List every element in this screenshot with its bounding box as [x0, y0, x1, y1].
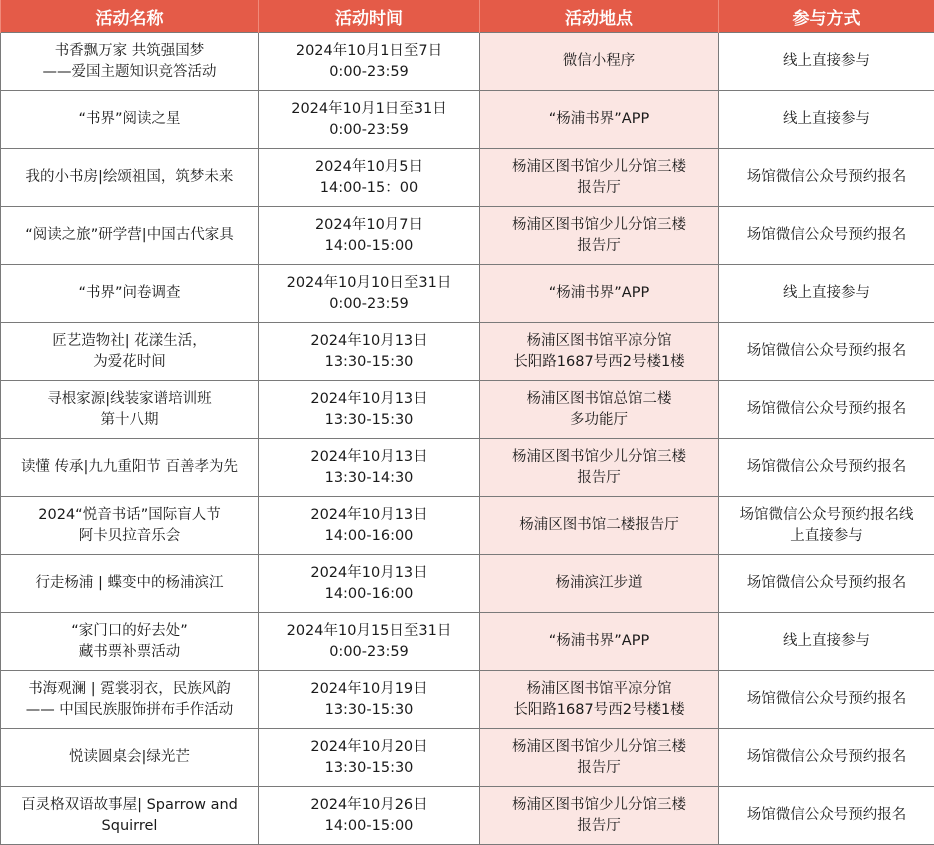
- event-name-cell: 悦读圆桌会|绿光芒: [1, 729, 259, 787]
- table-row: [1, 149, 934, 207]
- header-event-name: 活动名称: [1, 0, 259, 33]
- event-name-cell: 匠艺造物社| 花漾生活， 为爱花时间: [1, 323, 259, 381]
- event-time-cell: 2024年10月13日 13:30-15:30: [259, 381, 480, 439]
- participation-cell: 线上直接参与: [719, 613, 934, 671]
- participation-cell: 场馆微信公众号预约报名线 上直接参与: [719, 497, 934, 555]
- event-place-cell: “杨浦书界”APP: [480, 265, 719, 323]
- participation-cell: 场馆微信公众号预约报名: [719, 439, 934, 497]
- participation-cell: 场馆微信公众号预约报名: [719, 671, 934, 729]
- table-row: [1, 381, 934, 439]
- event-name-cell: “书界”问卷调查: [1, 265, 259, 323]
- event-time-cell: 2024年10月13日 14:00-16:00: [259, 555, 480, 613]
- participation-cell: 场馆微信公众号预约报名: [719, 729, 934, 787]
- table-row: [1, 555, 934, 613]
- participation-cell: 场馆微信公众号预约报名: [719, 787, 934, 845]
- event-time-cell: 2024年10月5日 14:00-15：00: [259, 149, 480, 207]
- event-place-cell: 杨浦区图书馆少儿分馆三楼 报告厅: [480, 729, 719, 787]
- event-name-cell: 读懂 传承|九九重阳节 百善孝为先: [1, 439, 259, 497]
- header-event-place: 活动地点: [480, 0, 719, 33]
- table-row: [1, 323, 934, 381]
- participation-cell: 场馆微信公众号预约报名: [719, 323, 934, 381]
- table-row: [1, 207, 934, 265]
- table-row: [1, 671, 934, 729]
- table-body: [1, 33, 934, 845]
- event-time-cell: 2024年10月7日 14:00-15:00: [259, 207, 480, 265]
- table-row: [1, 439, 934, 497]
- event-name-cell: 行走杨浦 | 蝶变中的杨浦滨江: [1, 555, 259, 613]
- event-place-cell: 杨浦区图书馆少儿分馆三楼 报告厅: [480, 439, 719, 497]
- table-row: [1, 33, 934, 91]
- event-place-cell: 微信小程序: [480, 33, 719, 91]
- event-place-cell: 杨浦区图书馆二楼报告厅: [480, 497, 719, 555]
- event-name-cell: 百灵格双语故事屋| Sparrow and Squirrel: [1, 787, 259, 845]
- table-row: [1, 613, 934, 671]
- participation-cell: 线上直接参与: [719, 33, 934, 91]
- table-row: [1, 497, 934, 555]
- header-participation: 参与方式: [719, 0, 934, 33]
- event-time-cell: 2024年10月20日 13:30-15:30: [259, 729, 480, 787]
- participation-cell: 线上直接参与: [719, 91, 934, 149]
- participation-cell: 场馆微信公众号预约报名: [719, 207, 934, 265]
- event-time-cell: 2024年10月1日至31日 0:00-23:59: [259, 91, 480, 149]
- event-place-cell: 杨浦区图书馆平凉分馆 长阳路1687号西2号楼1楼: [480, 323, 719, 381]
- event-time-cell: 2024年10月13日 13:30-15:30: [259, 323, 480, 381]
- header-row: [1, 0, 934, 33]
- event-time-cell: 2024年10月15日至31日 0:00-23:59: [259, 613, 480, 671]
- participation-cell: 场馆微信公众号预约报名: [719, 149, 934, 207]
- event-time-cell: 2024年10月13日 14:00-16:00: [259, 497, 480, 555]
- table-row: [1, 265, 934, 323]
- event-name-cell: 我的小书房|绘颂祖国，筑梦未来: [1, 149, 259, 207]
- event-place-cell: 杨浦区图书馆总馆二楼 多功能厅: [480, 381, 719, 439]
- event-place-cell: 杨浦区图书馆少儿分馆三楼 报告厅: [480, 149, 719, 207]
- event-name-cell: “阅读之旅”研学营|中国古代家具: [1, 207, 259, 265]
- event-name-cell: “书界”阅读之星: [1, 91, 259, 149]
- event-name-cell: 2024“悦音书话”国际盲人节 阿卡贝拉音乐会: [1, 497, 259, 555]
- table-row: [1, 787, 934, 845]
- participation-cell: 场馆微信公众号预约报名: [719, 555, 934, 613]
- participation-cell: 场馆微信公众号预约报名: [719, 381, 934, 439]
- header-event-time: 活动时间: [259, 0, 480, 33]
- table-row: [1, 91, 934, 149]
- event-name-cell: 书香飘万家 共筑强国梦 ——爱国主题知识竞答活动: [1, 33, 259, 91]
- event-time-cell: 2024年10月10日至31日 0:00-23:59: [259, 265, 480, 323]
- event-time-cell: 2024年10月26日 14:00-15:00: [259, 787, 480, 845]
- event-name-cell: 书海观澜 | 霓裳羽衣，民族风韵 —— 中国民族服饰拼布手作活动: [1, 671, 259, 729]
- event-time-cell: 2024年10月19日 13:30-15:30: [259, 671, 480, 729]
- participation-cell: 线上直接参与: [719, 265, 934, 323]
- event-name-cell: “家门口的好去处” 藏书票补票活动: [1, 613, 259, 671]
- event-place-cell: 杨浦滨江步道: [480, 555, 719, 613]
- event-place-cell: “杨浦书界”APP: [480, 91, 719, 149]
- event-place-cell: “杨浦书界”APP: [480, 613, 719, 671]
- event-place-cell: 杨浦区图书馆少儿分馆三楼 报告厅: [480, 787, 719, 845]
- event-time-cell: 2024年10月1日至7日 0:00-23:59: [259, 33, 480, 91]
- event-place-cell: 杨浦区图书馆平凉分馆 长阳路1687号西2号楼1楼: [480, 671, 719, 729]
- event-time-cell: 2024年10月13日 13:30-14:30: [259, 439, 480, 497]
- event-place-cell: 杨浦区图书馆少儿分馆三楼 报告厅: [480, 207, 719, 265]
- table-row: [1, 729, 934, 787]
- event-name-cell: 寻根家源|线装家谱培训班 第十八期: [1, 381, 259, 439]
